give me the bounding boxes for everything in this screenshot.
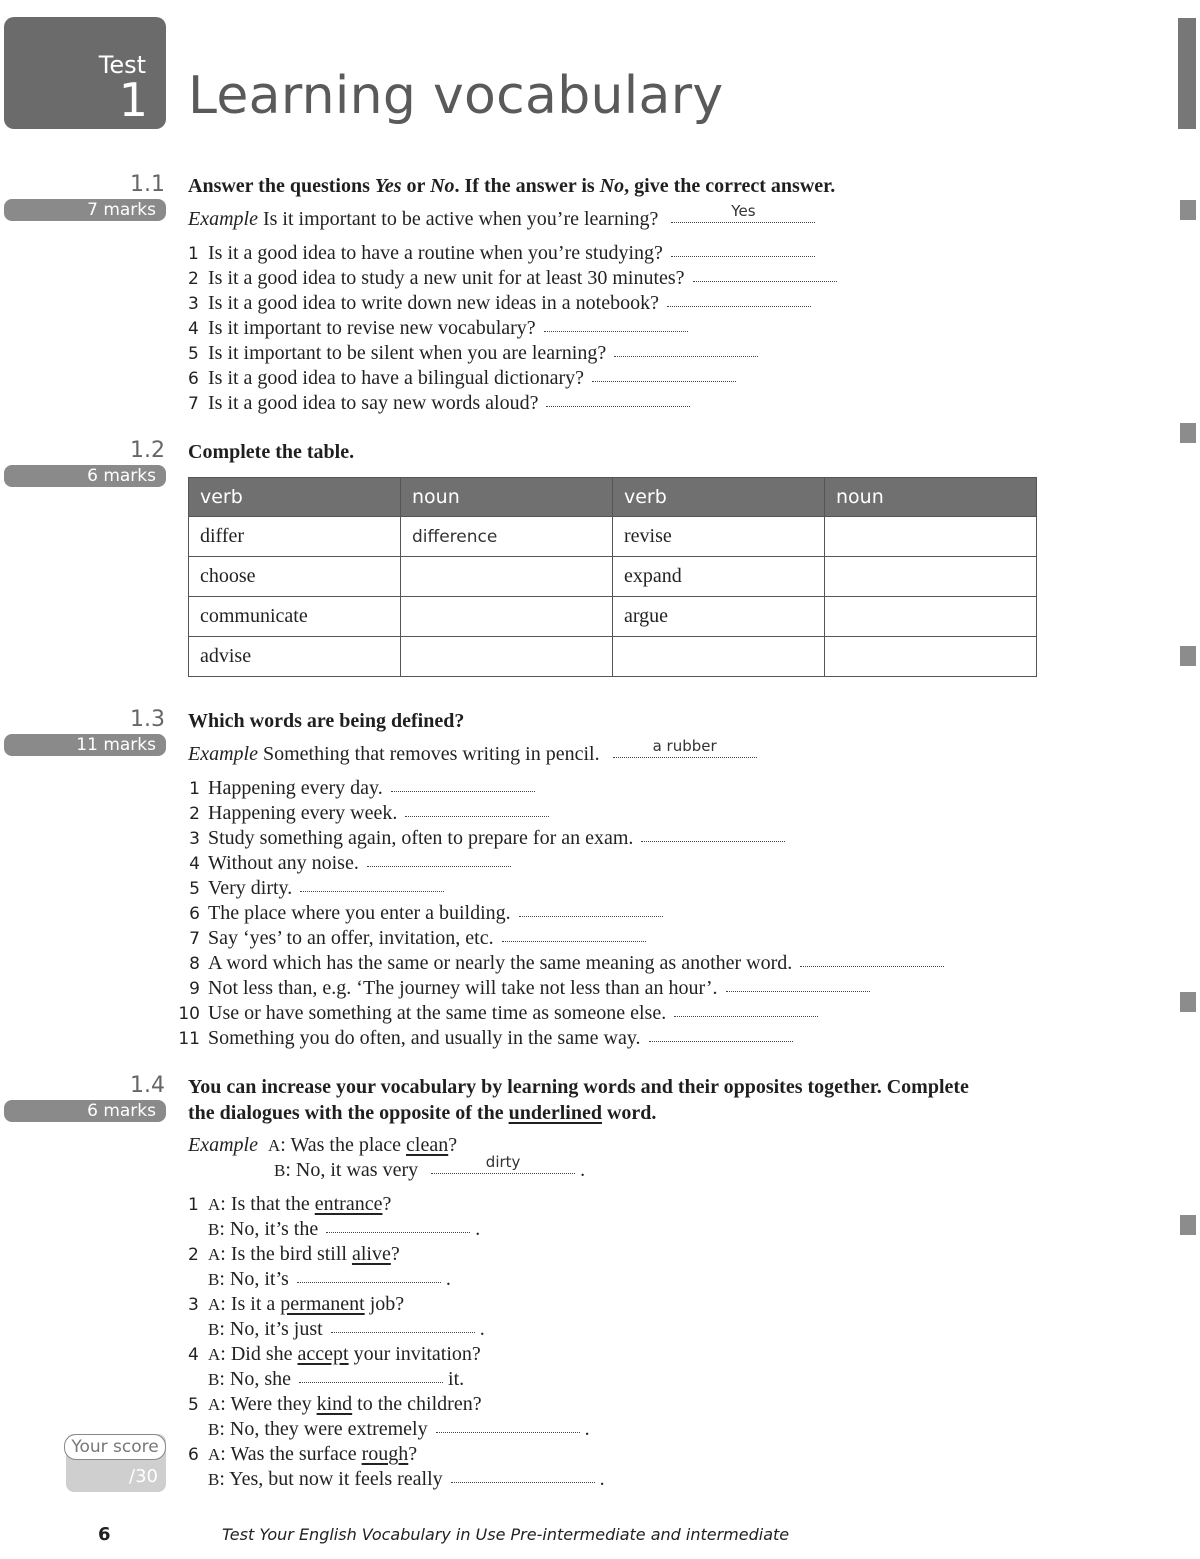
side-tab xyxy=(1178,18,1196,129)
definition-item xyxy=(176,976,870,1002)
question-item xyxy=(188,241,815,267)
answer-blank[interactable] xyxy=(367,865,511,867)
dialogue-text: your invitation? xyxy=(348,1343,481,1365)
table-cell[interactable] xyxy=(825,597,1037,637)
answer-blank[interactable]: a rubber xyxy=(613,756,757,758)
column-header: noun xyxy=(401,478,613,517)
dialogue-line-a: 5 A: Were they kind to the children? xyxy=(188,1392,482,1418)
speaker-a: A xyxy=(208,1195,221,1214)
table-cell[interactable] xyxy=(825,517,1037,557)
table-cell[interactable] xyxy=(401,597,613,637)
table-row xyxy=(189,557,1037,597)
dialogue-text: Did she xyxy=(230,1343,298,1365)
item-number: 4 xyxy=(188,319,199,339)
item-number: 6 xyxy=(188,1445,199,1465)
answer-blank[interactable] xyxy=(436,1431,580,1433)
answer-blank[interactable] xyxy=(592,380,736,382)
item-number: 4 xyxy=(188,1345,199,1365)
item-number: 3 xyxy=(188,294,199,314)
question-text: Is it a good idea to have a routine when you’re studying? xyxy=(208,242,663,264)
section-number: 1.2 xyxy=(130,438,165,463)
definition-item xyxy=(176,1001,818,1027)
dialogue-text: . xyxy=(584,1418,590,1440)
dialogue-text: No, it’s the xyxy=(229,1218,319,1240)
test-badge xyxy=(4,17,166,129)
definition-item xyxy=(176,876,444,902)
example-line: Example Something that removes writing in pencil. a rubber xyxy=(188,742,757,767)
dialogue-line-b: B: No, it’s just . xyxy=(208,1318,485,1340)
test-number: 1 xyxy=(118,73,148,127)
table-cell[interactable]: difference xyxy=(401,517,613,557)
item-number: 2 xyxy=(188,1245,199,1265)
instruction: Answer the questions Yes or No. If the answer is No, give the correct answer. xyxy=(188,175,836,197)
definition-item xyxy=(176,951,944,977)
dialogue-text: No, it’s just xyxy=(229,1318,323,1340)
answer-blank[interactable] xyxy=(391,790,535,792)
example-dialogue-a: Example A: Was the place clean? xyxy=(188,1134,458,1156)
definition-item xyxy=(176,1026,793,1052)
answer-blank[interactable] xyxy=(674,1015,818,1017)
table-cell[interactable] xyxy=(825,557,1037,597)
definition-text: Study something again, often to prepare for an exam. xyxy=(208,827,634,849)
dialogue-text: ? xyxy=(390,1243,400,1265)
item-number: 1 xyxy=(188,244,199,264)
speaker-b: B xyxy=(208,1270,220,1289)
dialogue-text: Is that the xyxy=(230,1193,315,1215)
speaker-a: A xyxy=(208,1445,221,1464)
item-number: 8 xyxy=(189,954,200,974)
speaker-a: A xyxy=(208,1245,221,1264)
score-label: Your score xyxy=(64,1434,166,1460)
definition-text: Without any noise. xyxy=(208,852,359,874)
word-table xyxy=(188,477,1037,677)
underlined-word: kind xyxy=(316,1393,353,1415)
answer-blank[interactable] xyxy=(641,840,785,842)
side-marker xyxy=(1180,646,1196,666)
definition-item xyxy=(176,926,646,952)
table-cell[interactable] xyxy=(825,637,1037,677)
definition-text: The place where you enter a building. xyxy=(208,902,511,924)
item-number: 7 xyxy=(188,394,199,414)
answer-blank[interactable] xyxy=(299,1381,443,1383)
instruction: Complete the table. xyxy=(188,441,355,463)
item-number: 2 xyxy=(188,269,199,289)
definition-text: Use or have something at the same time as someone else. xyxy=(208,1002,667,1024)
answer-blank[interactable]: dirty xyxy=(431,1172,575,1174)
dialogue-text: Is the bird still xyxy=(230,1243,352,1265)
dialogue-line-b: B: No, it’s . xyxy=(208,1268,451,1290)
section-number: 1.1 xyxy=(130,172,165,197)
speaker-b: B xyxy=(208,1320,220,1339)
definition-text: A word which has the same or nearly the same meaning as another word. xyxy=(208,952,793,974)
dialogue-text: . xyxy=(475,1218,481,1240)
dialogue-text: Is it a xyxy=(230,1293,281,1315)
question-text: Is it a good idea to say new words aloud? xyxy=(208,392,539,414)
answer-blank[interactable] xyxy=(667,305,811,307)
dialogue-text: to the children? xyxy=(352,1393,482,1415)
dialogue-text: . xyxy=(445,1268,451,1290)
item-number: 9 xyxy=(189,979,200,999)
question-item xyxy=(188,366,736,392)
side-marker xyxy=(1180,423,1196,443)
dialogue-line-a: 3 A: Is it a permanent job? xyxy=(188,1292,404,1318)
column-header: verb xyxy=(613,478,825,517)
answer-blank[interactable] xyxy=(544,330,688,332)
score-max: /30 xyxy=(129,1466,158,1487)
dialogue-text: job? xyxy=(364,1293,405,1315)
question-item xyxy=(188,291,811,317)
table-row xyxy=(189,517,1037,557)
table-cell[interactable] xyxy=(401,557,613,597)
dialogue-text: Was the surface xyxy=(230,1443,362,1465)
answer-blank[interactable] xyxy=(649,1040,793,1042)
underlined-word: permanent xyxy=(280,1293,365,1315)
answer-blank[interactable] xyxy=(693,280,837,282)
dialogue-text: it. xyxy=(448,1368,465,1390)
definition-text: Happening every day. xyxy=(208,777,383,799)
item-number: 5 xyxy=(189,879,200,899)
answer-blank[interactable] xyxy=(502,940,646,942)
question-text: Is it a good idea to study a new unit for at least 30 minutes? xyxy=(208,267,685,289)
item-number: 1 xyxy=(189,779,200,799)
underlined-word: accept xyxy=(297,1343,349,1365)
table-cell[interactable] xyxy=(613,637,825,677)
dialogue-text: No, it’s xyxy=(229,1268,289,1290)
answer-blank[interactable] xyxy=(451,1481,595,1483)
table-cell: argue xyxy=(613,597,825,637)
example-line: Example Is it important to be active when you’re learning? Yes xyxy=(188,207,815,232)
speaker-a: A xyxy=(208,1295,221,1314)
side-marker xyxy=(1180,200,1196,220)
column-header: noun xyxy=(825,478,1037,517)
item-number: 6 xyxy=(189,904,200,924)
section-number: 1.3 xyxy=(130,707,165,732)
question-item xyxy=(188,391,690,417)
question-text: Is it a good idea to have a bilingual dictionary? xyxy=(208,367,584,389)
answer-blank[interactable]: Yes xyxy=(671,221,815,223)
answer-blank[interactable] xyxy=(614,355,758,357)
item-number: 1 xyxy=(188,1195,199,1215)
underlined-word: entrance xyxy=(314,1193,383,1215)
table-row xyxy=(189,637,1037,677)
table-cell[interactable] xyxy=(401,637,613,677)
dialogue-text: . xyxy=(479,1318,485,1340)
item-number: 2 xyxy=(189,804,200,824)
dialogue-text: Yes, but now it feels really xyxy=(229,1468,443,1490)
speaker-b: B xyxy=(208,1420,220,1439)
speaker-a: A xyxy=(208,1345,221,1364)
question-text: Is it important to revise new vocabulary? xyxy=(208,317,536,339)
side-marker xyxy=(1180,1215,1196,1235)
question-item xyxy=(188,316,688,342)
marks-badge: 6 marks xyxy=(4,465,166,487)
page-number: 6 xyxy=(98,1524,111,1545)
column-header: verb xyxy=(189,478,401,517)
section-number: 1.4 xyxy=(130,1073,165,1098)
dialogue-text: ? xyxy=(408,1443,418,1465)
dialogue-line-b: B: No, they were extremely . xyxy=(208,1418,590,1440)
instruction: Which words are being defined? xyxy=(188,710,465,732)
item-number: 10 xyxy=(178,1004,200,1024)
definition-item xyxy=(176,901,663,927)
dialogue-line-b: B: No, she it. xyxy=(208,1368,465,1390)
example-dialogue-b: B: No, it was very dirty . xyxy=(274,1153,586,1181)
dialogue-line-a: 2 A: Is the bird still alive? xyxy=(188,1242,400,1268)
table-cell: choose xyxy=(189,557,401,597)
item-number: 3 xyxy=(188,1295,199,1315)
answer-blank[interactable] xyxy=(800,965,944,967)
answer-blank[interactable] xyxy=(300,890,444,892)
item-number: 7 xyxy=(189,929,200,949)
marks-badge: 6 marks xyxy=(4,1100,166,1122)
dialogue-line-a: 4 A: Did she accept your invitation? xyxy=(188,1342,481,1368)
answer-blank[interactable] xyxy=(326,1231,470,1233)
underlined-word: alive xyxy=(351,1243,391,1265)
book-title: Test Your English Vocabulary in Use Pre-intermediate and intermediate xyxy=(222,1525,790,1544)
answer-blank[interactable] xyxy=(519,915,663,917)
marks-badge: 11 marks xyxy=(4,734,166,756)
definition-item xyxy=(176,776,535,802)
dialogue-line-b: B: Yes, but now it feels really . xyxy=(208,1468,605,1490)
definition-item xyxy=(176,801,549,827)
table-cell: communicate xyxy=(189,597,401,637)
answer-blank[interactable] xyxy=(297,1281,441,1283)
dialogue-text: No, she xyxy=(229,1368,292,1390)
answer-blank[interactable] xyxy=(405,815,549,817)
definition-text: Something you do often, and usually in the same way. xyxy=(208,1027,641,1049)
table-cell: differ xyxy=(189,517,401,557)
speaker-b: B xyxy=(208,1370,220,1389)
question-text: Is it a good idea to write down new ideas in a notebook? xyxy=(208,292,659,314)
item-number: 5 xyxy=(188,1395,199,1415)
table-cell: advise xyxy=(189,637,401,677)
item-number: 6 xyxy=(188,369,199,389)
dialogue-line-b: B: No, it’s the . xyxy=(208,1218,481,1240)
question-item xyxy=(188,341,758,367)
side-marker xyxy=(1180,992,1196,1012)
marks-badge: 7 marks xyxy=(4,199,166,221)
dialogue-text: Were they xyxy=(230,1393,317,1415)
speaker-a: A xyxy=(208,1395,221,1414)
definition-text: Not less than, e.g. ‘The journey will take not less than an hour’. xyxy=(208,977,718,999)
definition-item xyxy=(176,851,511,877)
question-item xyxy=(188,266,837,292)
dialogue-text: No, they were extremely xyxy=(229,1418,428,1440)
dialogue-line-a: 1 A: Is that the entrance? xyxy=(188,1192,391,1218)
definition-item xyxy=(176,826,785,852)
definition-text: Happening every week. xyxy=(208,802,398,824)
speaker-b: B xyxy=(208,1220,220,1239)
item-number: 4 xyxy=(189,854,200,874)
question-text: Is it important to be silent when you are learning? xyxy=(208,342,607,364)
item-number: 5 xyxy=(188,344,199,364)
answer-blank[interactable] xyxy=(331,1331,475,1333)
test-label: Test xyxy=(98,51,146,79)
dialogue-text: ? xyxy=(382,1193,392,1215)
answer-blank[interactable] xyxy=(546,405,690,407)
instruction: You can increase your vocabulary by learning words and their opposites together. Complete the dialogues with the opposite of the underlined word. xyxy=(188,1076,969,1124)
speaker-b: B xyxy=(208,1470,220,1489)
item-number: 11 xyxy=(178,1029,200,1049)
underlined-word: rough xyxy=(361,1443,409,1465)
page-title: Learning vocabulary xyxy=(188,66,724,126)
table-cell: revise xyxy=(613,517,825,557)
dialogue-line-a: 6 A: Was the surface rough? xyxy=(188,1442,417,1468)
definition-text: Say ‘yes’ to an offer, invitation, etc. xyxy=(208,927,494,949)
answer-blank[interactable] xyxy=(671,255,815,257)
answer-blank[interactable] xyxy=(726,990,870,992)
item-number: 3 xyxy=(189,829,200,849)
dialogue-text: . xyxy=(599,1468,605,1490)
table-cell: expand xyxy=(613,557,825,597)
definition-text: Very dirty. xyxy=(208,877,293,899)
table-row xyxy=(189,597,1037,637)
